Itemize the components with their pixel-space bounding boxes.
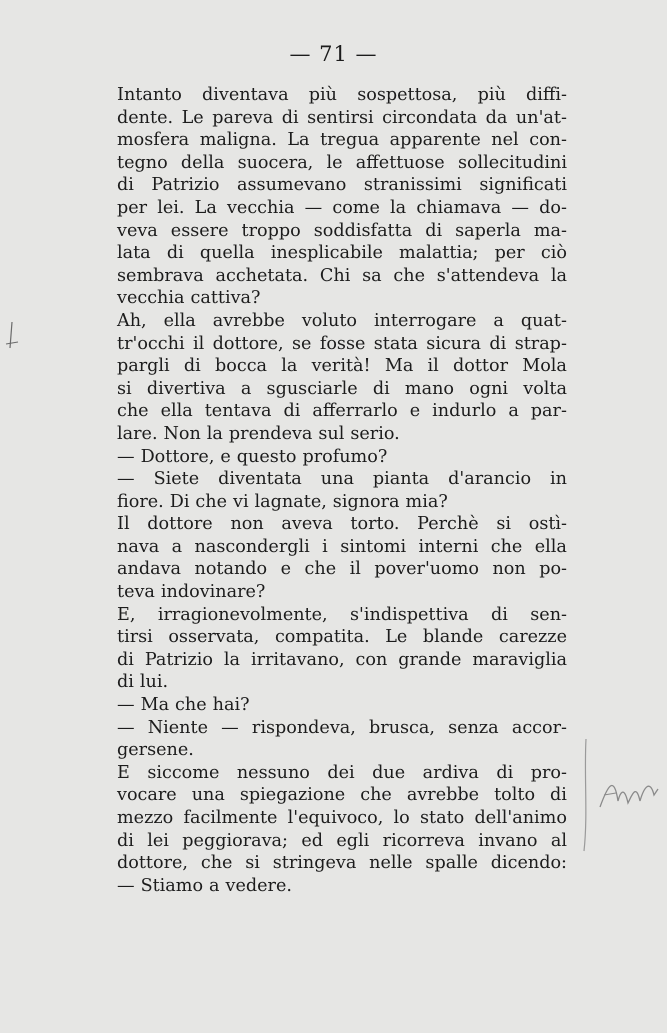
word: mosfera bbox=[117, 130, 190, 151]
word: irragionevolmente, bbox=[157, 604, 328, 625]
word: do- bbox=[539, 197, 567, 218]
text-line bbox=[117, 152, 567, 175]
text-line bbox=[117, 784, 567, 807]
word: lo bbox=[393, 808, 410, 828]
word: di bbox=[281, 107, 299, 128]
word: ostì- bbox=[528, 514, 567, 535]
word: prendeva bbox=[228, 423, 313, 444]
word: e bbox=[409, 401, 421, 422]
word: divertiva bbox=[146, 378, 226, 399]
word: Non bbox=[163, 423, 201, 444]
word: Stiamo bbox=[140, 875, 204, 896]
word: assumevano bbox=[237, 175, 347, 196]
word: non bbox=[230, 514, 264, 535]
text-line bbox=[117, 129, 567, 152]
text-line bbox=[117, 852, 567, 875]
word: blande bbox=[422, 627, 484, 648]
word: — bbox=[117, 695, 135, 716]
word: pover'uomo bbox=[374, 559, 479, 580]
word: al bbox=[550, 830, 567, 851]
word: diventata bbox=[218, 469, 302, 490]
word: a bbox=[508, 401, 519, 422]
word: lagnate, bbox=[254, 491, 327, 512]
word: rispondeva, bbox=[251, 717, 356, 738]
word: tolto bbox=[494, 785, 536, 806]
word: Ma bbox=[384, 356, 414, 377]
word: sollecitudini bbox=[457, 152, 567, 173]
word: inesplicabile bbox=[270, 243, 383, 264]
word: grande bbox=[398, 649, 462, 670]
word: cattiva? bbox=[190, 288, 261, 309]
word: nel bbox=[491, 130, 519, 151]
word: La bbox=[194, 197, 217, 218]
word: da bbox=[485, 107, 508, 128]
text-line bbox=[117, 649, 567, 672]
word: verità! bbox=[311, 356, 371, 377]
text-line bbox=[117, 107, 567, 130]
word: e bbox=[220, 446, 231, 467]
word: dicendo: bbox=[490, 853, 567, 874]
word: profumo? bbox=[302, 446, 388, 467]
word: veva bbox=[117, 220, 158, 241]
word: — bbox=[117, 875, 135, 896]
text-line bbox=[117, 174, 567, 197]
word: voluto bbox=[301, 310, 358, 331]
word: questo bbox=[236, 446, 297, 467]
word: che bbox=[393, 265, 425, 286]
word: per bbox=[117, 197, 148, 218]
word: stranissimi bbox=[363, 175, 462, 196]
word: E, bbox=[117, 604, 136, 625]
word: torto. bbox=[350, 514, 400, 535]
word: per bbox=[494, 243, 525, 264]
word: malattia; bbox=[399, 243, 479, 264]
word: che bbox=[490, 536, 523, 557]
word: sgusciarle bbox=[266, 378, 358, 399]
word: dottor bbox=[453, 356, 508, 377]
word: lei bbox=[147, 830, 169, 851]
word: di bbox=[117, 672, 134, 693]
word: pargli bbox=[117, 356, 170, 377]
word: non bbox=[492, 559, 526, 580]
word: di bbox=[166, 243, 184, 264]
word: facilmente bbox=[183, 808, 278, 828]
word: quella bbox=[199, 243, 255, 264]
word: soddisfatta bbox=[313, 220, 413, 241]
word: due bbox=[372, 762, 406, 783]
word: ella bbox=[534, 536, 567, 557]
word: con bbox=[355, 649, 388, 670]
pencil-annotation bbox=[580, 735, 664, 855]
word: di bbox=[550, 785, 567, 806]
word: della bbox=[180, 152, 225, 173]
text-line bbox=[117, 739, 567, 762]
word: avrebbe bbox=[406, 785, 480, 806]
word: tregua bbox=[320, 130, 380, 151]
word: ella bbox=[163, 310, 196, 331]
word: s'attendeva bbox=[436, 265, 540, 286]
word: Patrizio bbox=[144, 649, 213, 670]
word: Chi bbox=[319, 265, 351, 286]
word: significati bbox=[479, 175, 567, 196]
word: ed bbox=[301, 830, 324, 851]
word: che bbox=[175, 695, 207, 716]
word: interrogare bbox=[373, 310, 477, 331]
word: essere bbox=[170, 220, 229, 241]
word: Il bbox=[117, 514, 130, 535]
word: troppo bbox=[241, 220, 301, 241]
word: lei. bbox=[157, 197, 185, 218]
word: strap- bbox=[514, 333, 567, 354]
text-line bbox=[117, 513, 567, 536]
word: tentava bbox=[204, 401, 272, 422]
word: — bbox=[117, 446, 135, 467]
word: — bbox=[221, 717, 239, 738]
text-line bbox=[117, 604, 567, 627]
word: che bbox=[195, 491, 228, 512]
word: la bbox=[550, 265, 567, 286]
word: — bbox=[117, 469, 135, 490]
word: ma- bbox=[533, 220, 567, 241]
word: come bbox=[332, 197, 380, 218]
word: fiore. bbox=[117, 491, 164, 512]
word: signora bbox=[332, 491, 400, 512]
word: Ma bbox=[140, 695, 170, 716]
word: dente. bbox=[117, 107, 174, 128]
word: nascondergli bbox=[194, 536, 310, 557]
word: La bbox=[287, 130, 310, 151]
text-line bbox=[117, 536, 567, 559]
text-line bbox=[117, 423, 567, 446]
word: di bbox=[372, 378, 390, 399]
word: peggiorava; bbox=[182, 830, 288, 851]
page-body-text bbox=[117, 84, 567, 897]
word: Di bbox=[169, 491, 190, 512]
word: le bbox=[326, 152, 343, 173]
word: tirsi bbox=[117, 627, 153, 648]
word: osservata, bbox=[168, 627, 260, 648]
word: pro- bbox=[530, 762, 567, 783]
word: sospettosa, bbox=[357, 85, 458, 105]
text-line bbox=[117, 197, 567, 220]
word: una bbox=[191, 785, 225, 806]
word: il bbox=[192, 333, 205, 354]
word: notando bbox=[194, 559, 268, 580]
text-line bbox=[117, 694, 567, 717]
word: ogni bbox=[469, 378, 509, 399]
text-line bbox=[117, 355, 567, 378]
word: dottore, bbox=[212, 333, 284, 354]
word: si bbox=[245, 853, 260, 874]
word: Siete bbox=[153, 469, 200, 490]
text-line bbox=[117, 807, 567, 830]
word: — bbox=[117, 717, 135, 738]
word: teva bbox=[117, 582, 155, 603]
word: avrebbe bbox=[212, 310, 285, 331]
word: maraviglia bbox=[472, 649, 567, 670]
word: vocare bbox=[117, 785, 177, 806]
word: stata bbox=[373, 333, 418, 354]
word: Ah, bbox=[117, 310, 147, 331]
text-line bbox=[117, 581, 567, 604]
word: affettuose bbox=[355, 152, 445, 173]
word: pianta bbox=[372, 469, 430, 490]
text-line bbox=[117, 378, 567, 401]
word: invano bbox=[478, 830, 538, 851]
word: si bbox=[117, 378, 132, 399]
word: sen- bbox=[530, 604, 567, 625]
word: — bbox=[511, 197, 529, 218]
word: si bbox=[496, 514, 512, 535]
text-line bbox=[117, 265, 567, 288]
word: stringeva bbox=[272, 853, 357, 874]
word: un'at- bbox=[515, 107, 567, 128]
word: po- bbox=[539, 559, 567, 580]
word: sentirsi bbox=[307, 107, 374, 128]
word: Niente bbox=[147, 717, 208, 738]
word: irritavano, bbox=[250, 649, 345, 670]
word: Le bbox=[385, 627, 408, 648]
word: Perchè bbox=[417, 514, 479, 535]
word: quat- bbox=[520, 310, 567, 331]
word: a bbox=[209, 875, 220, 896]
text-line bbox=[117, 333, 567, 356]
word: dottore bbox=[147, 514, 213, 535]
word: di bbox=[496, 762, 514, 783]
word: se bbox=[291, 333, 312, 354]
word: Dottore, bbox=[140, 446, 215, 467]
word: d'arancio bbox=[448, 469, 532, 490]
word: più bbox=[477, 85, 506, 105]
text-line bbox=[117, 468, 567, 491]
word: maligna. bbox=[199, 130, 277, 151]
word: mia? bbox=[405, 491, 448, 512]
word: la bbox=[390, 197, 407, 218]
word: Le bbox=[181, 107, 204, 128]
word: interni bbox=[418, 536, 479, 557]
text-line bbox=[117, 84, 567, 107]
word: che bbox=[360, 785, 392, 806]
word: il bbox=[349, 559, 361, 580]
word: E bbox=[117, 762, 130, 783]
word: di bbox=[117, 175, 134, 196]
page-number: — 71 — bbox=[289, 42, 378, 66]
text-line bbox=[117, 446, 567, 469]
word: s'indispettiva bbox=[350, 604, 469, 625]
word: dell'animo bbox=[474, 808, 567, 828]
word: volta bbox=[523, 378, 567, 399]
word: suocera, bbox=[237, 152, 314, 173]
word: di bbox=[425, 220, 443, 241]
word: spiegazione bbox=[239, 785, 346, 806]
word: di bbox=[489, 333, 507, 354]
word: di bbox=[491, 604, 508, 625]
word: i bbox=[322, 536, 328, 557]
text-line bbox=[117, 830, 567, 853]
word: a bbox=[493, 310, 504, 331]
word: lui. bbox=[139, 672, 169, 693]
text-line bbox=[117, 558, 567, 581]
word: che bbox=[117, 401, 149, 422]
text-line bbox=[117, 626, 567, 649]
word: egli bbox=[336, 830, 370, 851]
word: ardiva bbox=[422, 762, 479, 783]
word: apparente bbox=[389, 130, 481, 151]
word: Patrizio bbox=[151, 175, 220, 196]
word: lare. bbox=[117, 423, 158, 444]
text-line bbox=[117, 717, 567, 740]
word: bocca bbox=[214, 356, 268, 377]
word: aveva bbox=[281, 514, 333, 535]
word: nava bbox=[117, 536, 160, 557]
word: andava bbox=[117, 559, 182, 580]
word: dottore, bbox=[117, 853, 189, 874]
word: senza bbox=[448, 717, 499, 738]
word: sicura bbox=[426, 333, 482, 354]
word: più bbox=[308, 85, 338, 105]
word: ciò bbox=[540, 243, 567, 264]
word: chiamava bbox=[416, 197, 502, 218]
word: sul bbox=[318, 423, 345, 444]
word: nessuno bbox=[236, 762, 310, 783]
word: gersene. bbox=[117, 740, 194, 761]
word: sa bbox=[362, 265, 382, 286]
word: la bbox=[206, 423, 223, 444]
word: par- bbox=[530, 401, 567, 422]
word: circondata bbox=[382, 107, 478, 128]
word: con- bbox=[529, 130, 567, 151]
word: brusca, bbox=[369, 717, 435, 738]
word: indovinare? bbox=[160, 582, 266, 603]
word: hai? bbox=[212, 695, 250, 716]
word: dei bbox=[327, 762, 355, 783]
word: vecchia bbox=[117, 288, 185, 309]
word: a bbox=[171, 536, 183, 557]
margin-mark bbox=[4, 318, 28, 358]
word: mezzo bbox=[117, 808, 174, 828]
word: Intanto bbox=[117, 85, 182, 105]
word: mano bbox=[404, 378, 455, 399]
word: di bbox=[117, 649, 134, 670]
word: siccome bbox=[147, 762, 220, 783]
word: vedere. bbox=[225, 875, 292, 896]
word: stato bbox=[419, 808, 465, 828]
word: di bbox=[183, 356, 201, 377]
word: indurlo bbox=[432, 401, 497, 422]
word: fosse bbox=[319, 333, 366, 354]
text-line bbox=[117, 491, 567, 514]
word: acchetata. bbox=[215, 265, 309, 286]
word: serio. bbox=[350, 423, 400, 444]
word: tegno bbox=[117, 152, 168, 173]
word: sintomi bbox=[340, 536, 407, 557]
text-line bbox=[117, 671, 567, 694]
text-line bbox=[117, 287, 567, 310]
word: saperla bbox=[455, 220, 521, 241]
word: in bbox=[550, 469, 567, 490]
word: nelle bbox=[369, 853, 413, 874]
word: lata bbox=[117, 243, 151, 264]
word: l'equivoco, bbox=[287, 808, 384, 828]
word: vi bbox=[233, 491, 249, 512]
text-line bbox=[117, 762, 567, 785]
word: una bbox=[320, 469, 354, 490]
text-line bbox=[117, 875, 567, 898]
text-line bbox=[117, 220, 567, 243]
word: sembrava bbox=[117, 265, 204, 286]
text-line bbox=[117, 400, 567, 423]
word: ricorreva bbox=[382, 830, 465, 851]
word: di bbox=[283, 401, 301, 422]
word: la bbox=[281, 356, 298, 377]
word: che bbox=[200, 853, 233, 874]
word: Mola bbox=[522, 356, 567, 377]
word: diventava bbox=[202, 85, 289, 105]
word: spalle bbox=[425, 853, 478, 874]
word: ella bbox=[160, 401, 193, 422]
word: che bbox=[304, 559, 337, 580]
word: e bbox=[280, 559, 292, 580]
word: di bbox=[117, 830, 134, 851]
word: — bbox=[304, 197, 323, 218]
word: il bbox=[427, 356, 439, 377]
word: a bbox=[240, 378, 252, 399]
word: la bbox=[223, 649, 241, 670]
word: accor- bbox=[511, 717, 567, 738]
word: afferrarlo bbox=[312, 401, 398, 422]
text-line bbox=[117, 242, 567, 265]
word: compatita. bbox=[274, 627, 370, 648]
word: tr'occhi bbox=[117, 333, 185, 354]
word: vecchia bbox=[226, 197, 295, 218]
word: carezze bbox=[498, 627, 567, 648]
word: pareva bbox=[212, 107, 274, 128]
word: diffi- bbox=[525, 85, 567, 105]
text-line bbox=[117, 310, 567, 333]
